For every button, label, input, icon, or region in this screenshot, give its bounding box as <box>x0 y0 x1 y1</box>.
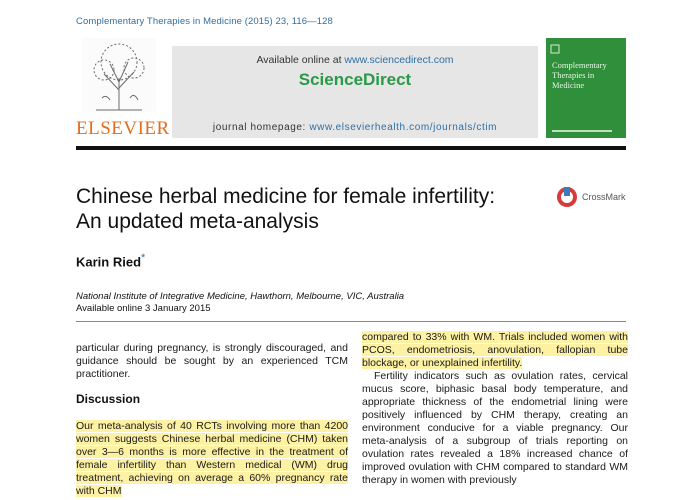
journal-citation: Complementary Therapies in Medicine (2015) 23, 116—128 <box>76 16 333 27</box>
journal-homepage-line <box>172 122 538 133</box>
elsevier-wordmark: ELSEVIER <box>76 118 170 139</box>
elsevier-tree-icon <box>82 38 156 112</box>
journal-homepage-link[interactable]: www.elsevierhealth.com/journals/ctim <box>309 122 498 133</box>
body-paragraph: Fertility indicators such as ovulation rates, cervical mucus score, biphasic basal body temperature, and appropriate thickness of the endometrial lining were positively influenced by CHM therapy, creating an environment conducive for a viable pregnancy. Our meta-analysis of a subgroup of trials reporting on ovulation rates revealed a 18% increased chance of improved ovulation with CHM compared to standard WM therapy in women with previously <box>362 370 628 486</box>
journal-homepage-label: journal homepage: <box>212 122 306 133</box>
right-column <box>362 331 628 487</box>
author-line <box>76 252 145 269</box>
available-online-label: Available online at <box>256 54 342 66</box>
article-title: Chinese herbal medicine for female infertility: An updated meta-analysis <box>76 185 496 233</box>
highlighted-paragraph: compared to 33% with WM. Trials included women with PCOS, endometriosis, anovulation, fallopian tube blockage, or unexplained infertility. <box>362 331 628 369</box>
left-column-bottom <box>76 420 348 498</box>
left-column-top <box>76 342 348 381</box>
cover-footer-line <box>552 130 612 132</box>
crossmark-label: CrossMark <box>582 192 626 202</box>
section-heading-discussion: Discussion <box>76 392 141 406</box>
cover-emblem-icon <box>550 44 560 54</box>
cover-title: Complementary Therapies in Medicine <box>552 60 607 90</box>
highlighted-paragraph: Our meta-analysis of 40 RCTs involving more than 4200 women suggests Chinese herbal medicine (CHM) taken over 3—6 months is more effective in the treatment of female infertility than Western medical (WM) drug treatment, achieving on average a 60% pregnancy rate with CHM <box>76 420 348 497</box>
crossmark-icon <box>556 185 578 209</box>
elsevier-logo <box>76 38 170 139</box>
sciencedirect-logo: ScienceDirect <box>298 70 412 89</box>
metadata-rule <box>76 321 626 322</box>
available-online-line <box>172 54 538 66</box>
corresponding-author-mark[interactable]: * <box>141 252 146 264</box>
body-paragraph: particular during pregnancy, is strongly discouraged, and guidance should be sought by an experienced TCM practitioner. <box>76 342 348 380</box>
sciencedirect-link[interactable]: www.sciencedirect.com <box>344 54 454 66</box>
available-online-date: Available online 3 January 2015 <box>76 303 211 314</box>
header-rule <box>76 146 626 150</box>
crossmark-badge[interactable] <box>556 185 636 209</box>
author-affiliation: National Institute of Integrative Medicine, Hawthorn, Melbourne, VIC, Australia <box>76 291 405 302</box>
journal-cover <box>546 38 626 138</box>
author-name: Karin Ried <box>76 254 142 270</box>
journal-header-box <box>172 46 538 138</box>
